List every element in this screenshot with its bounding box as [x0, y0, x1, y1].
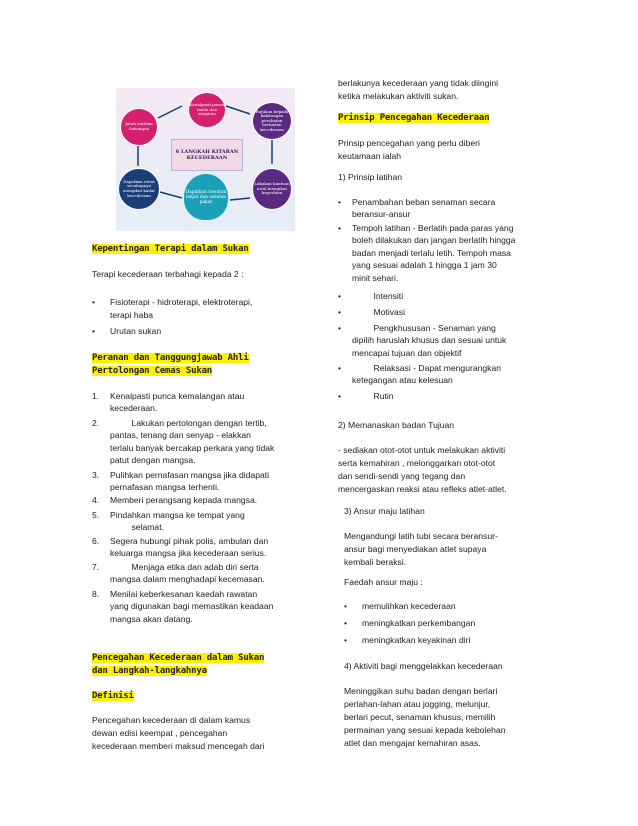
- aktiviti-line5: atlet dan mengajar kemahiran asas.: [344, 738, 481, 748]
- para-terapi: Terapi kecederaan terbahagi kepada 2 :: [92, 269, 244, 279]
- subheading-memanaskan: 2) Memanaskan badan Tujuan: [338, 420, 455, 430]
- infographic-node-top: Kenalpasti punca tanda dan simptom: [188, 92, 226, 128]
- bullet-dot: •: [338, 307, 342, 317]
- list-number: 7.: [92, 562, 100, 572]
- aktiviti-line1: Meninggikan suhu badan dengan berlari: [344, 686, 498, 696]
- infographic-node-left: Jatuh Latihan Sokongan: [120, 108, 158, 146]
- injury-cycle-infographic: [116, 88, 295, 231]
- prinsip-line1: Prinsip pencegahan yang perlu diberi: [338, 138, 480, 148]
- bullet-fisioterapi-line1: Fisioterapi - hidroterapi, elektroterapi,: [110, 297, 253, 307]
- heading-definisi: Definisi: [92, 691, 134, 701]
- list-item-line: patut dengan mangsa.: [110, 455, 196, 466]
- prinsip-bullet-line: badan menjadi terlalu letih. Tempoh masa: [352, 247, 511, 258]
- list-item-line: Pindahkan mangsa ke tempat yang: [110, 510, 245, 520]
- prinsip-bullet-line: Relaksasi - Dapat mengurangkan: [352, 363, 502, 373]
- prinsip-bullet-line: Penambahan beban senaman secara: [352, 197, 496, 207]
- infographic-node-bottom: Dapatkan rawatan lanjut dan susulan pakar: [184, 174, 228, 220]
- aktiviti-line4: permainan yang sesuai kepada kebolehan: [344, 725, 506, 735]
- memanaskan-line3: dan sendi-sendi yang tegang dan: [338, 471, 466, 481]
- bullet-dot: •: [338, 223, 342, 233]
- prinsip-bullet-line: Rutin: [352, 391, 394, 401]
- aktiviti-line3: berlari pecut, senaman khusus, memilih: [344, 712, 496, 722]
- aktiviti-line2: perlahan-lahan atau jogging, melunjur,: [344, 699, 491, 709]
- list-item-line: pernafasan mangsa terhenti.: [110, 482, 220, 493]
- definisi-line2: dewan edisi keempat , pencegahan: [92, 728, 228, 738]
- heading-pencegahan-2: dan Langkah-langkahnya: [92, 666, 207, 676]
- faedah-label: Faedah ansur maju :: [344, 577, 423, 587]
- ansur-line1: Mengandungi latih tubi secara beransur-: [344, 531, 498, 541]
- list-item-line: selamat.: [110, 522, 164, 533]
- heading-pencegahan-1: Pencegahan Kecederaan dalam Sukan: [92, 653, 265, 663]
- heading-peranan-2: Pertolongan Cemas Sukan: [92, 366, 213, 376]
- list-item-line: Menilai keberkesanan kaedah rawatan: [110, 589, 258, 599]
- faedah-item-2: meningkatkan perkembangan: [362, 618, 476, 628]
- list-number: 2.: [92, 418, 100, 428]
- bullet-dot: •: [344, 601, 348, 611]
- infographic-center-title: 6 LANGKAH KITARAN KECEDERAAN: [171, 139, 243, 171]
- list-item-line: yang digunakan bagi memastikan keadaan: [110, 601, 274, 612]
- prinsip-bullet-line: yang sesuai adalah 1 hingga 1 jam 30: [352, 260, 497, 271]
- list-item-line: mangsa dalam menghadapi kecemasan.: [110, 574, 265, 585]
- prinsip-bullet-line: ketegangan atau kelesuan: [352, 375, 453, 386]
- ansur-line3: kembali beraksi.: [344, 557, 407, 567]
- prinsip-bullet-line: beransur-ansur: [352, 209, 411, 220]
- subheading-ansur-maju: 3) Ansur maju latihan: [344, 506, 425, 516]
- subheading-aktiviti: 4) Aktiviti bagi menggelakkan kecederaan: [344, 661, 503, 671]
- prinsip-bullet-line: Tempoh latihan - Berlatih pada paras yang: [352, 223, 514, 233]
- list-item-line: Memberi perangsang kepada mangsa.: [110, 495, 258, 505]
- prinsip-bullet-line: mencapai tujuan dan objektif: [352, 347, 462, 358]
- subheading-prinsip-latihan: 1) Prinsip latihan: [338, 172, 403, 182]
- bullet-dot: •: [338, 363, 342, 373]
- prinsip-line2: keutamaan ialah: [338, 151, 402, 161]
- bullet-dot: •: [338, 391, 342, 401]
- list-number: 6.: [92, 536, 100, 546]
- memanaskan-line2: serta kemahiran , melonggarkan otot-otot: [338, 458, 496, 468]
- bullet-urutan: Urutan sukan: [110, 326, 162, 336]
- definisi-line1: Pencegahan kecederaan di dalam kamus: [92, 715, 251, 725]
- bullet-dot: •: [338, 197, 342, 207]
- prinsip-bullet-line: Pengkhususan - Senaman yang: [352, 323, 496, 333]
- prinsip-bullet-line: dipilih haruslah khusus dan sesuai untuk: [352, 335, 507, 346]
- list-number: 8.: [92, 589, 100, 599]
- list-item-line: mangsa akan datang.: [110, 613, 193, 624]
- bullet-dot: •: [344, 635, 348, 645]
- memanaskan-line4: mencergaskan reaksi atau refleks atlet-atlet.: [338, 484, 507, 494]
- infographic-node-top-right: Rujukan kepada kakitangan perubatan berkaitan kecederaan: [252, 102, 292, 140]
- prinsip-bullet-line: Intensiti: [352, 291, 404, 301]
- list-item-line: Kenalpasti punca kemalangan atau: [110, 391, 245, 401]
- list-item-line: Segera hubungi pihak polis, ambulan dan: [110, 536, 269, 546]
- list-number: 1.: [92, 391, 100, 401]
- memanaskan-line1: - sediakan otot-otot untuk melakukan aktiviti: [338, 445, 506, 455]
- list-item-line: Menjaga etika dan adab diri serta: [110, 562, 259, 572]
- faedah-item-3: meningkatkan keyakinan diri: [362, 635, 471, 645]
- ansur-line2: ansur bagi menyediakan atlet supaya: [344, 544, 487, 554]
- list-item-line: Pulihkan pernafasan mangsa jika didapati: [110, 470, 270, 480]
- list-number: 4.: [92, 495, 100, 505]
- list-item-line: kecederaan.: [110, 403, 158, 414]
- infographic-node-right: Lakukan bantuan awal mengikut keperluan: [252, 168, 292, 210]
- heading-peranan-1: Peranan dan Tanggungjawab Ahli: [92, 353, 249, 363]
- cont-line2: ketika melakukan aktiviti sukan.: [338, 91, 459, 101]
- heading-terapi: Kepentingan Terapi dalam Sukan: [92, 244, 249, 254]
- prinsip-bullet-line: Motivasi: [352, 307, 406, 317]
- list-item-line: keluarga mangsa jika kecederaan serius.: [110, 548, 267, 559]
- infographic-node-bottom-left: Dapatkan rehat secukupnya mengikut kadar kecederaan: [118, 168, 160, 210]
- bullet-fisioterapi-line2: terapi haba: [110, 310, 154, 320]
- bullet-dot: •: [338, 291, 342, 301]
- list-number: 3.: [92, 470, 100, 480]
- prinsip-bullet-line: minit sehari.: [352, 272, 399, 283]
- list-item-line: Lakukan pertolongan dengan tertib,: [110, 418, 267, 428]
- bullet-dot: •: [338, 323, 342, 333]
- list-item-line: pantas, tenang dan senyap - elakkan: [110, 430, 251, 441]
- definisi-line3: kecederaan memberi maksud mencegah dari: [92, 741, 265, 751]
- bullet-dot: •: [92, 297, 96, 307]
- list-number: 5.: [92, 510, 100, 520]
- list-item-line: terlalu banyak bercakap perkara yang tidak: [110, 442, 275, 453]
- prinsip-bullet-line: boleh dilakukan dan jangan berlatih hingga: [352, 235, 516, 246]
- infographic-arrows: [116, 88, 295, 231]
- heading-prinsip: Prinsip Pencegahan Kecederaan: [338, 113, 490, 123]
- faedah-item-1: memulihkan kecederaan: [362, 601, 456, 611]
- cont-line1: berlakunya kecederaan yang tidak diingini: [338, 78, 499, 88]
- bullet-dot: •: [344, 618, 348, 628]
- bullet-dot: •: [92, 326, 96, 336]
